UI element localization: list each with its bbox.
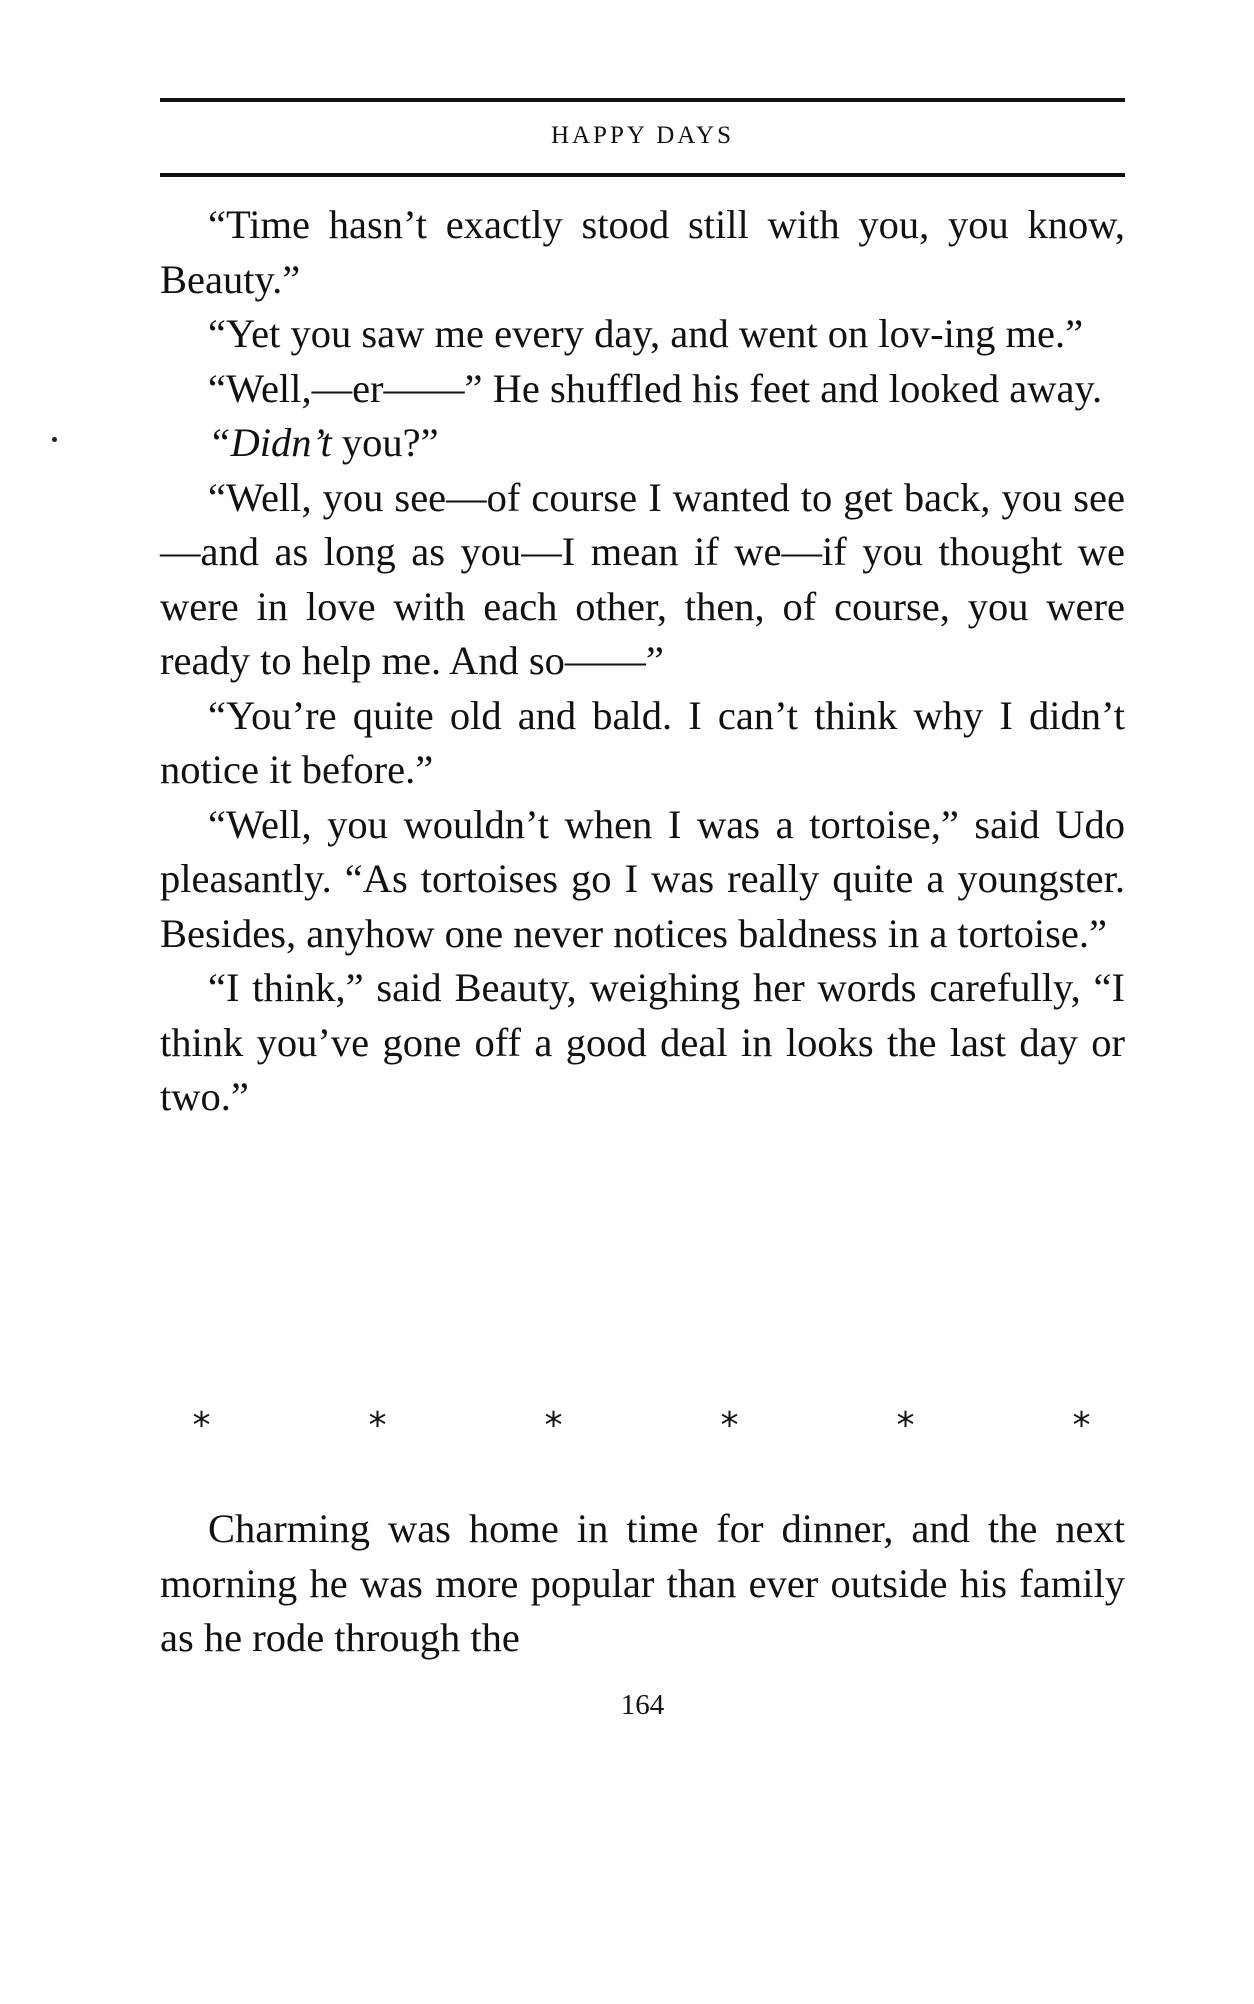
paragraph-text: “Well,—er——” He shuffled his feet and looked away. xyxy=(208,365,1103,411)
paragraph-text: “You’re quite old and bald. I can’t think why I didn’t notice it before.” xyxy=(160,692,1125,792)
paragraph xyxy=(160,471,1125,689)
emphasized-text: “Didn’t xyxy=(208,420,332,465)
running-head: HAPPY DAYS xyxy=(550,122,735,149)
paragraph-text: you?” xyxy=(331,420,439,465)
body-text xyxy=(160,198,1125,1125)
asterism-star: * xyxy=(1072,1405,1091,1446)
book-page xyxy=(160,0,1125,2004)
paragraph: Charming was home in time for dinner, and the next morning he was more popular than ever outside his family as he rode through the xyxy=(160,1506,1125,1660)
paragraph xyxy=(160,798,1125,962)
paragraph xyxy=(160,307,1125,362)
paragraph xyxy=(160,689,1125,798)
continuation-text xyxy=(160,1502,1125,1666)
paragraph xyxy=(160,416,1125,471)
asterism-star: * xyxy=(192,1405,211,1446)
paragraph-text: “Well, you wouldn’t when I was a tortoise,” said Udo pleasantly. “As tortoises go I was really quite a youngster. Besides, anyhow one never notices baldness in a tortoise.” xyxy=(160,801,1125,956)
paragraph-text: “Well, you see—of course I wanted to get back, you see—and as long as you—I mean if we—if you thought we were in love with each other, then, of course, you were ready to help me. And so——” xyxy=(160,474,1125,683)
header-rule-top xyxy=(160,98,1125,102)
header-rule-bottom xyxy=(160,173,1125,177)
asterism-star: * xyxy=(720,1405,739,1446)
ink-speck xyxy=(52,437,57,442)
paragraph-text: “I think,” said Beauty, weighing her words carefully, “I think you’ve gone off a good deal in looks the last day or two.” xyxy=(160,965,1125,1119)
asterism-star: * xyxy=(896,1405,915,1446)
asterism-star: * xyxy=(368,1405,387,1446)
section-break xyxy=(160,1406,1125,1446)
paragraph xyxy=(160,362,1125,417)
paragraph-text: “Time hasn’t exactly stood still with you, you know, Beauty.” xyxy=(160,202,1125,302)
paragraph xyxy=(160,961,1125,1125)
paragraph xyxy=(160,198,1125,307)
paragraph-text: “Yet you saw me every day, and went on lov-ing me.” xyxy=(208,311,1084,356)
asterism-star: * xyxy=(544,1405,563,1446)
page-number: 164 xyxy=(620,1689,665,1721)
